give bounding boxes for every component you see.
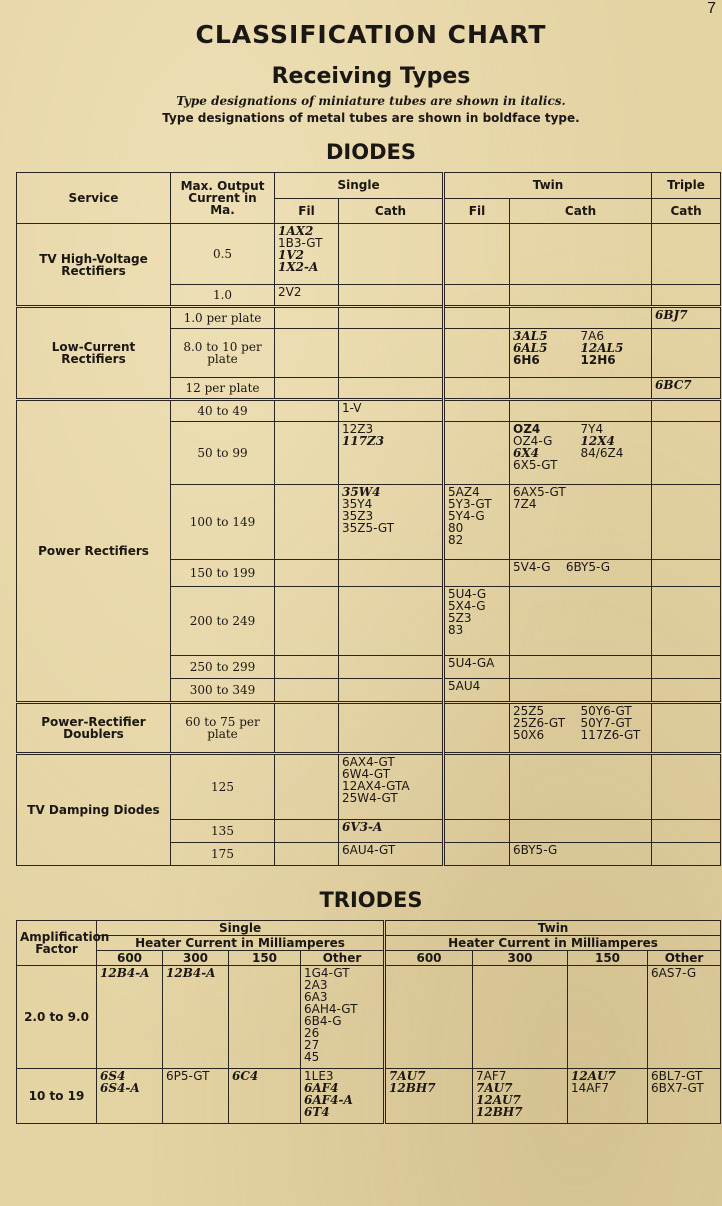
- header-twin-fil: Fil: [444, 198, 510, 224]
- tube-type: 7AF7: [476, 1069, 507, 1083]
- single-fil-cell: [275, 843, 339, 866]
- single-cath-cell: [339, 754, 444, 820]
- triple-cath-cell: [652, 703, 721, 754]
- triode-cell: [568, 1069, 648, 1124]
- tube-type: 6S4-A: [100, 1081, 140, 1095]
- tube-type: 6H6: [513, 353, 540, 367]
- triple-cath-cell: [652, 285, 721, 307]
- twin-fil-cell: [444, 560, 510, 587]
- tube-type: 6S4: [100, 1069, 126, 1083]
- single-cath-cell: [339, 329, 444, 378]
- tube-type: 1LE3: [304, 1069, 334, 1083]
- single-cath-cell: [339, 820, 444, 843]
- single-fil-cell: [275, 656, 339, 679]
- current-label: 1.0 per plate: [171, 307, 275, 329]
- current-label: 175: [171, 843, 275, 866]
- triode-row: [17, 1069, 721, 1124]
- header-twin: Twin: [444, 173, 652, 199]
- single-cath-cell: [339, 422, 444, 485]
- current-label: 135: [171, 820, 275, 843]
- header-heater-other: Other: [301, 951, 385, 966]
- single-cath-cell: [339, 378, 444, 400]
- single-fil-cell: [275, 703, 339, 754]
- twin-cath-cell: [510, 754, 652, 820]
- triple-cath-cell: [652, 378, 721, 400]
- tube-type: 12B4-A: [100, 966, 150, 980]
- tube-type: 6V3-A: [342, 820, 383, 834]
- twin-cath-cell: [510, 400, 652, 422]
- tube-type: 12AU7: [571, 1069, 616, 1083]
- header-triode-twin: Twin: [385, 921, 721, 936]
- tube-type: 6BC7: [655, 378, 692, 392]
- tube-type: 12B4-A: [166, 966, 216, 980]
- amplification-factor-label: 2.0 to 9.0: [17, 966, 97, 1069]
- header-single-fil: Fil: [275, 198, 339, 224]
- triple-cath-cell: [652, 587, 721, 656]
- header-heater-600: 600: [97, 951, 163, 966]
- tube-type: 7A6: [580, 329, 605, 343]
- service-label: Low-Current Rectifiers: [17, 307, 171, 400]
- tube-type: OZ4-G: [513, 434, 553, 448]
- page-number: 7: [707, 0, 716, 17]
- tube-type: 5Z3: [448, 611, 472, 625]
- tube-type: 12AU7: [476, 1093, 521, 1107]
- current-label: 200 to 249: [171, 587, 275, 656]
- tube-type: 117Z6-GT: [580, 728, 641, 742]
- tube-type: 117Z3: [342, 434, 385, 448]
- tube-type: 27: [304, 1038, 320, 1052]
- triple-cath-cell: [652, 224, 721, 285]
- twin-cath-cell: [510, 843, 652, 866]
- tube-type: 7Y4: [580, 422, 604, 436]
- single-cath-cell: [339, 400, 444, 422]
- tube-type: 2V2: [278, 285, 302, 299]
- triode-cell: [473, 966, 568, 1069]
- tube-type: 84/6Z4: [580, 446, 624, 460]
- triode-row: [17, 966, 721, 1069]
- twin-cath-cell: [510, 224, 652, 285]
- tube-type: 1-V: [342, 401, 362, 415]
- tube-type: 7Z4: [513, 497, 537, 511]
- single-fil-cell: [275, 679, 339, 703]
- tube-type: 6C4: [232, 1069, 259, 1083]
- page-subtitle: Receiving Types: [271, 64, 471, 89]
- single-fil-cell: [275, 587, 339, 656]
- twin-fil-cell: [444, 843, 510, 866]
- tube-type: 45: [304, 1050, 320, 1064]
- header-heater-300: 300: [473, 951, 568, 966]
- tube-type: 6A3: [304, 990, 328, 1004]
- triode-cell: [648, 966, 721, 1069]
- triode-cell: [301, 1069, 385, 1124]
- single-cath-cell: [339, 587, 444, 656]
- header-heater-other: Other: [648, 951, 721, 966]
- triode-cell: [97, 1069, 163, 1124]
- single-fil-cell: [275, 285, 339, 307]
- triple-cath-cell: [652, 679, 721, 703]
- tube-type: 6W4-GT: [342, 767, 391, 781]
- tube-type: 5V4-G 6BY5-G: [513, 560, 611, 574]
- tube-type: 1B3-GT: [278, 236, 323, 250]
- triple-cath-cell: [652, 307, 721, 329]
- triode-cell: [648, 1069, 721, 1124]
- header-triple: Triple: [652, 173, 721, 199]
- twin-cath-cell: [510, 485, 652, 560]
- tube-type: 50X6: [513, 728, 545, 742]
- header-twin-heater: Heater Current in Milliamperes: [385, 936, 721, 951]
- single-fil-cell: [275, 820, 339, 843]
- tube-type: 14AF7: [571, 1081, 610, 1095]
- twin-fil-cell: [444, 679, 510, 703]
- triode-cell: [568, 966, 648, 1069]
- twin-fil-cell: [444, 754, 510, 820]
- twin-cath-cell: [510, 307, 652, 329]
- tube-type: 6AX4-GT: [342, 755, 395, 769]
- tube-type: OZ4: [513, 422, 541, 436]
- twin-fil-cell: [444, 656, 510, 679]
- tube-type: [581, 459, 649, 471]
- tube-type: 5AU4: [448, 679, 481, 693]
- tube-type: 6X4: [513, 446, 540, 460]
- twin-cath-cell: [510, 679, 652, 703]
- tube-type: 12AL5: [580, 341, 624, 355]
- tube-type: 6BJ7: [655, 308, 688, 322]
- triple-cath-cell: [652, 400, 721, 422]
- triple-cath-cell: [652, 656, 721, 679]
- twin-fil-cell: [444, 485, 510, 560]
- tube-type: 35W4: [342, 485, 381, 499]
- tube-type: 5U4-GA: [448, 656, 495, 670]
- tube-type: 6B4-G: [304, 1014, 342, 1028]
- header-heater-150: 150: [229, 951, 301, 966]
- tube-type: 12Z3: [342, 422, 374, 436]
- triode-cell: [163, 1069, 229, 1124]
- single-fil-cell: [275, 485, 339, 560]
- tube-type: 6X5-GT: [513, 458, 558, 472]
- twin-cath-cell: [510, 422, 652, 485]
- header-service: Service: [17, 173, 171, 224]
- header-triode-single: Single: [97, 921, 385, 936]
- tube-type: 50Y7-GT: [580, 716, 632, 730]
- twin-cath-cell: [510, 378, 652, 400]
- tube-type: 83: [448, 623, 464, 637]
- triple-cath-cell: [652, 754, 721, 820]
- tube-type: 7AU7: [476, 1081, 513, 1095]
- triode-cell: [97, 966, 163, 1069]
- service-label: TV High-Voltage Rectifiers: [17, 224, 171, 307]
- current-label: 50 to 99: [171, 422, 275, 485]
- tube-type: 26: [304, 1026, 320, 1040]
- diodes-heading: DIODES: [326, 140, 416, 164]
- tube-type: 35Z5-GT: [342, 521, 395, 535]
- twin-fil-cell: [444, 307, 510, 329]
- twin-fil-cell: [444, 224, 510, 285]
- current-label: 1.0: [171, 285, 275, 307]
- triple-cath-cell: [652, 820, 721, 843]
- current-label: 300 to 349: [171, 679, 275, 703]
- single-cath-cell: [339, 307, 444, 329]
- single-cath-cell: [339, 560, 444, 587]
- tube-type: 6T4: [304, 1105, 330, 1119]
- service-label: Power-Rectifier Doublers: [17, 703, 171, 754]
- twin-cath-cell: [510, 285, 652, 307]
- twin-fil-cell: [444, 422, 510, 485]
- single-fil-cell: [275, 400, 339, 422]
- tube-type: 2A3: [304, 978, 328, 992]
- tube-type: 5Y3-GT: [448, 497, 492, 511]
- twin-cath-cell: [510, 820, 652, 843]
- tube-type: 35Z3: [342, 509, 374, 523]
- tube-type: 12H6: [580, 353, 616, 367]
- italic-note: Type designations of miniature tubes are shown in italics.: [176, 94, 566, 108]
- single-fil-cell: [275, 307, 339, 329]
- triple-cath-cell: [652, 485, 721, 560]
- twin-fil-cell: [444, 378, 510, 400]
- current-label: 125: [171, 754, 275, 820]
- tube-type: 6P5-GT: [166, 1069, 210, 1083]
- twin-fil-cell: [444, 703, 510, 754]
- single-fil-cell: [275, 560, 339, 587]
- tube-type: 12AX4-GTA: [342, 779, 410, 793]
- tube-type: 1AX2: [278, 224, 314, 238]
- tube-type: 7AU7: [389, 1069, 426, 1083]
- diode-row: [17, 703, 721, 754]
- tube-type: 6AU4-GT: [342, 843, 396, 857]
- current-label: 0.5: [171, 224, 275, 285]
- twin-cath-cell: [510, 587, 652, 656]
- twin-fil-cell: [444, 329, 510, 378]
- header-single-cath: Cath: [339, 198, 444, 224]
- tube-type: 6BY5-G: [513, 843, 558, 857]
- single-fil-cell: [275, 422, 339, 485]
- triode-cell: [229, 1069, 301, 1124]
- single-fil-cell: [275, 329, 339, 378]
- tube-type: 12BH7: [389, 1081, 436, 1095]
- tube-type: 6AL5: [513, 341, 548, 355]
- header-heater-150: 150: [568, 951, 648, 966]
- bold-note: Type designations of metal tubes are shown in boldface type.: [162, 111, 580, 125]
- tube-type: 25Z5: [513, 704, 545, 718]
- tube-type: 3AL5: [513, 329, 548, 343]
- header-amplification-factor: Amplification Factor: [17, 921, 97, 966]
- tube-type: 25W4-GT: [342, 791, 398, 805]
- tube-type: 5X4-G: [448, 599, 486, 613]
- single-fil-cell: [275, 224, 339, 285]
- single-fil-cell: [275, 754, 339, 820]
- header-single-heater: Heater Current in Milliamperes: [97, 936, 385, 951]
- single-fil-cell: [275, 378, 339, 400]
- tube-type: 6AH4-GT: [304, 1002, 358, 1016]
- single-cath-cell: [339, 843, 444, 866]
- triode-cell: [163, 966, 229, 1069]
- tube-type: 1X2-A: [278, 260, 319, 274]
- header-current: Max. Output Current in Ma.: [171, 173, 275, 224]
- twin-fil-cell: [444, 820, 510, 843]
- header-single: Single: [275, 173, 444, 199]
- header-triple-cath: Cath: [652, 198, 721, 224]
- tube-type: 12X4: [580, 434, 615, 448]
- triode-cell: [473, 1069, 568, 1124]
- diode-row: [17, 400, 721, 422]
- tube-type: 6BX7-GT: [651, 1081, 704, 1095]
- tube-type: 35Y4: [342, 497, 373, 511]
- diode-row: [17, 754, 721, 820]
- twin-fil-cell: [444, 587, 510, 656]
- triodes-table: [16, 920, 721, 1124]
- current-label: 250 to 299: [171, 656, 275, 679]
- triple-cath-cell: [652, 329, 721, 378]
- header-twin-cath: Cath: [510, 198, 652, 224]
- tube-type: 6BL7-GT: [651, 1069, 703, 1083]
- twin-cath-cell: [510, 329, 652, 378]
- tube-type: 5U4-G: [448, 587, 487, 601]
- current-label: 150 to 199: [171, 560, 275, 587]
- triode-cell: [385, 1069, 473, 1124]
- twin-cath-cell: [510, 703, 652, 754]
- diodes-table: [16, 172, 721, 866]
- diode-row: [17, 224, 721, 285]
- single-cath-cell: [339, 656, 444, 679]
- current-label: 100 to 149: [171, 485, 275, 560]
- current-label: 40 to 49: [171, 400, 275, 422]
- single-cath-cell: [339, 224, 444, 285]
- tube-type: 5AZ4: [448, 485, 480, 499]
- tube-type: 82: [448, 533, 464, 547]
- tube-type: 6AX5-GT: [513, 485, 566, 499]
- tube-type: 1G4-GT: [304, 966, 350, 980]
- triodes-heading: TRIODES: [319, 888, 423, 912]
- single-cath-cell: [339, 679, 444, 703]
- twin-cath-cell: [510, 560, 652, 587]
- triple-cath-cell: [652, 560, 721, 587]
- triple-cath-cell: [652, 843, 721, 866]
- page-title: CLASSIFICATION CHART: [195, 20, 547, 49]
- tube-type: 12BH7: [476, 1105, 523, 1119]
- service-label: Power Rectifiers: [17, 400, 171, 703]
- tube-type: 50Y6-GT: [580, 704, 632, 718]
- twin-fil-cell: [444, 285, 510, 307]
- tube-type: 6AS7-G: [651, 966, 697, 980]
- current-label: 12 per plate: [171, 378, 275, 400]
- header-heater-300: 300: [163, 951, 229, 966]
- triode-cell: [301, 966, 385, 1069]
- tube-type: 6AF4-A: [304, 1093, 353, 1107]
- twin-fil-cell: [444, 400, 510, 422]
- triode-cell: [385, 966, 473, 1069]
- amplification-factor-label: 10 to 19: [17, 1069, 97, 1124]
- tube-type: 25Z6-GT: [513, 716, 566, 730]
- single-cath-cell: [339, 485, 444, 560]
- current-label: 8.0 to 10 per plate: [171, 329, 275, 378]
- header-heater-600: 600: [385, 951, 473, 966]
- diode-row: [17, 307, 721, 329]
- tube-type: 6AF4: [304, 1081, 339, 1095]
- twin-cath-cell: [510, 656, 652, 679]
- tube-type: 5Y4-G: [448, 509, 485, 523]
- tube-type: 80: [448, 521, 464, 535]
- current-label: 60 to 75 per plate: [171, 703, 275, 754]
- single-cath-cell: [339, 703, 444, 754]
- service-label: TV Damping Diodes: [17, 754, 171, 866]
- triple-cath-cell: [652, 422, 721, 485]
- triode-cell: [229, 966, 301, 1069]
- single-cath-cell: [339, 285, 444, 307]
- tube-type: 1V2: [278, 248, 305, 262]
